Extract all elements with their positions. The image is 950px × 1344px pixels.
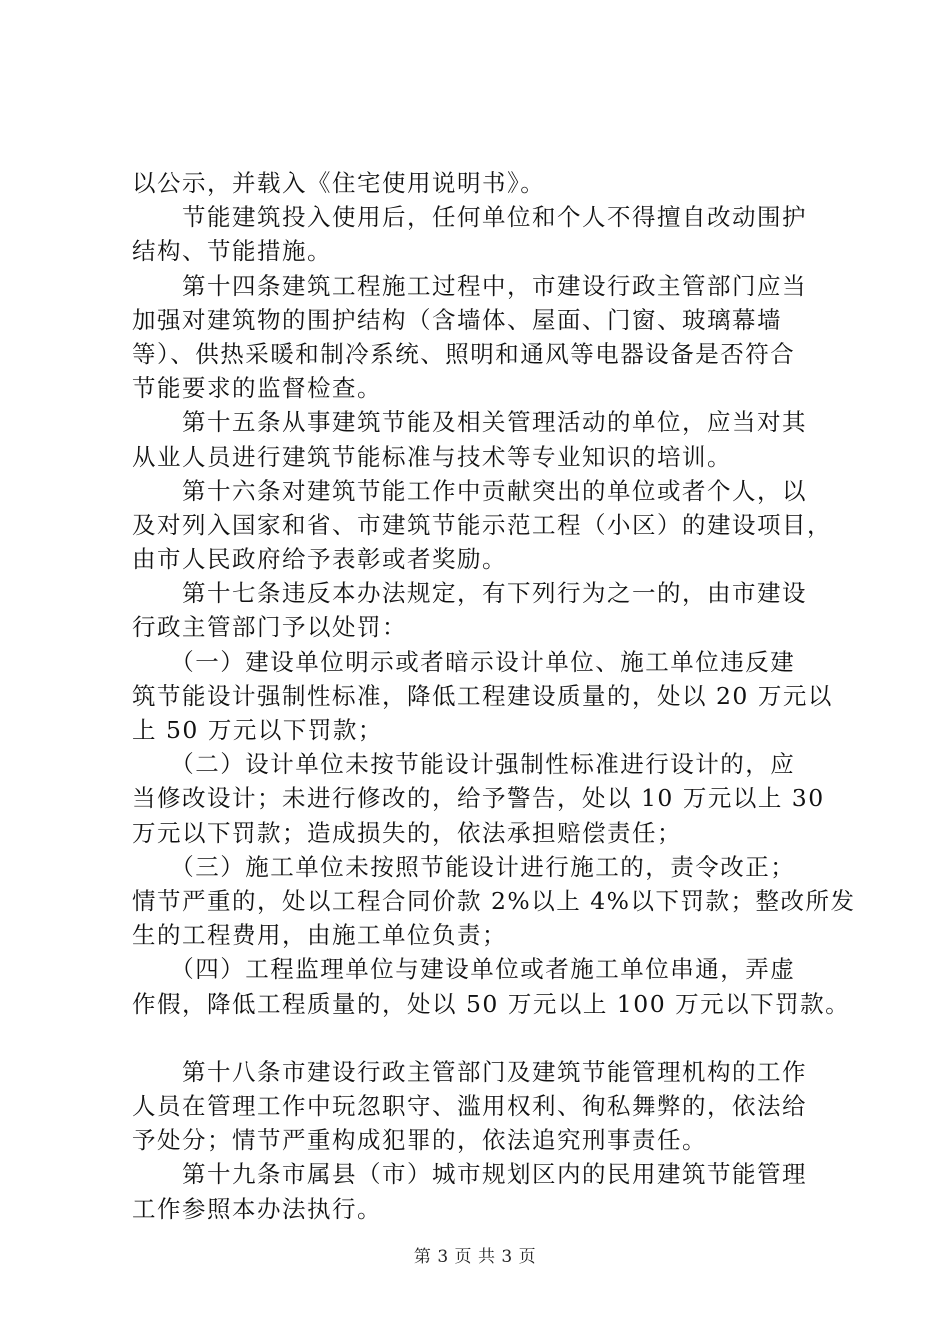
text-line: 第十五条从事建筑节能及相关管理活动的单位，应当对其	[132, 408, 807, 437]
text-line: 以公示，并载入《住宅使用说明书》。	[132, 169, 546, 197]
text-line: 加强对建筑物的围护结构（含墙体、屋面、门窗、玻璃幕墙	[132, 305, 782, 334]
text-line: 行政主管部门予以处罚：	[132, 613, 407, 642]
text-line: 万元以下罚款；造成损失的，依法承担赔偿责任；	[132, 818, 682, 847]
text-line: 节能要求的监督检查。	[132, 374, 382, 403]
text-line: 第十四条建筑工程施工过程中，市建设行政主管部门应当	[132, 271, 807, 300]
page-footer: 第 3 页 共 3 页	[413, 1247, 537, 1267]
text-line: 节能建筑投入使用后，任何单位和个人不得擅自改动围护	[132, 203, 807, 232]
text-line: 及对列入国家和省、市建筑节能示范工程（小区）的建设项目，	[132, 510, 832, 539]
text-line: 第十九条市属县（市）城市规划区内的民用建筑节能管理	[132, 1160, 807, 1189]
text-line: 生的工程费用，由施工单位负责；	[132, 921, 507, 950]
text-line: （二）设计单位未按节能设计强制性标准进行设计的，应	[132, 750, 796, 779]
document-body	[132, 166, 856, 1226]
text-line: 第十七条违反本办法规定，有下列行为之一的，由市建设	[132, 579, 807, 608]
text-line: 等）、供热采暖和制冷系统、照明和通风等电器设备是否符合	[132, 339, 796, 368]
text-line: 作假，降低工程质量的，处以 50 万元以上 100 万元以下罚款。	[132, 989, 851, 1018]
text-line: 由市人民政府给予表彰或者奖励。	[132, 545, 507, 574]
text-line: （一）建设单位明示或者暗示设计单位、施工单位违反建	[132, 647, 796, 676]
text-line: 第十八条市建设行政主管部门及建筑节能管理机构的工作	[132, 1057, 807, 1086]
text-line: 结构、节能措施。	[132, 237, 332, 266]
text-line: 从业人员进行建筑节能标准与技术等专业知识的培训。	[132, 442, 732, 471]
text-line: 予处分；情节严重构成犯罪的，依法追究刑事责任。	[132, 1126, 707, 1155]
text-line: 当修改设计；未进行修改的，给予警告，处以 10 万元以上 30	[132, 784, 825, 813]
text-line: 工作参照本办法执行。	[132, 1194, 382, 1223]
text-line: 筑节能设计强制性标准，降低工程建设质量的，处以 20 万元以	[132, 681, 833, 710]
text-line: 上 50 万元以下罚款；	[132, 716, 383, 744]
paragraph-gap	[132, 1021, 842, 1055]
text-line: （四）工程监理单位与建设单位或者施工单位串通，弄虚	[132, 955, 796, 984]
text-line: （三）施工单位未按照节能设计进行施工的，责令改正；	[132, 852, 796, 881]
text-line: 第十六条对建筑节能工作中贡献突出的单位或者个人，以	[132, 476, 807, 505]
text-line: 情节严重的，处以工程合同价款 2%以上 4%以下罚款；整改所发	[132, 886, 856, 915]
text-line: 人员在管理工作中玩忽职守、滥用权利、徇私舞弊的，依法给	[132, 1092, 807, 1121]
